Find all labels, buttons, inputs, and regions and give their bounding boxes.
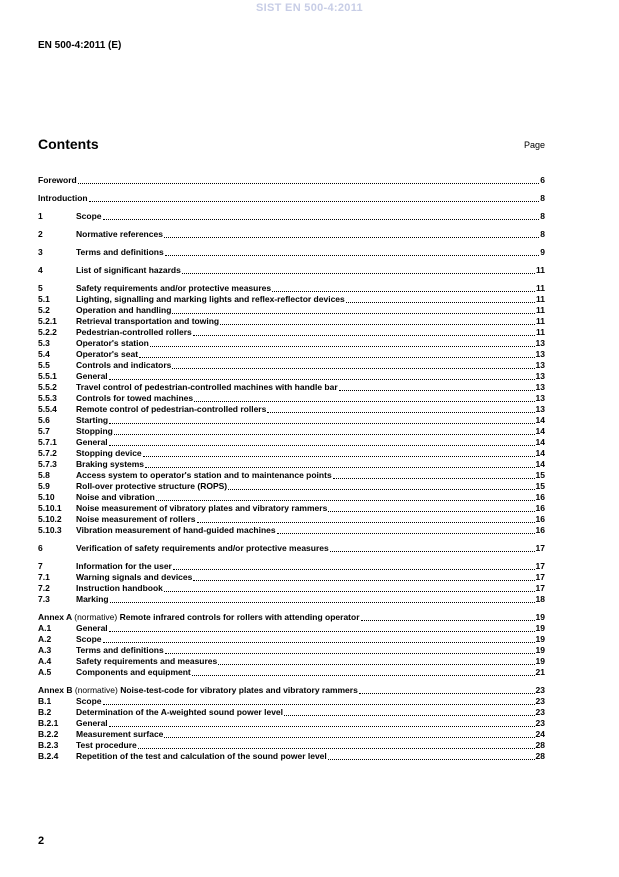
toc-entry-title — [38, 193, 88, 204]
toc-entry[interactable] — [38, 437, 545, 448]
toc-entry-number: 5.10.1 — [38, 503, 62, 513]
toc-entry-title — [76, 634, 102, 645]
toc-entry-page: 19 — [535, 623, 545, 633]
toc-entry[interactable] — [38, 294, 545, 305]
toc-entry[interactable] — [38, 459, 545, 470]
toc-entry-page: 11 — [536, 265, 545, 275]
toc-entry-title — [76, 404, 266, 415]
toc-entry[interactable] — [38, 543, 545, 554]
toc-entry-title-text: General — [76, 718, 108, 728]
toc-entry-title — [76, 572, 192, 583]
toc-entry-number: 5.7 — [38, 426, 50, 436]
toc-entry-title — [76, 656, 217, 667]
dot-leader — [193, 580, 534, 581]
toc-entry-page: 24 — [535, 729, 545, 739]
dot-leader — [194, 401, 534, 402]
watermark: SIST EN 500-4:2011 — [256, 2, 363, 14]
toc-entry-annex-title: Remote infrared controls for rollers with attending operator — [119, 612, 360, 622]
toc-entry-number: 3 — [38, 247, 43, 257]
toc-entry-page: 21 — [535, 667, 545, 677]
toc-entry-page: 17 — [535, 583, 545, 593]
toc-entry-title — [76, 247, 164, 258]
toc-entry-title — [76, 503, 327, 514]
toc-entry-title-text: Warning signals and devices — [76, 572, 193, 582]
toc-entry[interactable] — [38, 707, 545, 718]
toc-entry-number: A.3 — [38, 645, 52, 655]
toc-entry-title — [76, 583, 163, 594]
toc-entry[interactable] — [38, 685, 545, 696]
toc-entry-title — [76, 667, 191, 678]
toc-entry-page: 13 — [535, 393, 545, 403]
toc-entry-title-text: Stopping device — [76, 448, 142, 458]
toc-entry[interactable] — [38, 327, 545, 338]
toc-entry-title — [76, 349, 138, 360]
toc-entry-number: 5.10.3 — [38, 525, 62, 535]
dot-leader — [109, 445, 535, 446]
toc-entry-title-text: Safety requirements and measures — [76, 656, 218, 666]
toc-entry-title — [76, 459, 144, 470]
toc-entry[interactable] — [38, 645, 545, 656]
toc-entry-title — [76, 265, 181, 276]
page-number: 2 — [38, 835, 45, 847]
dot-leader — [346, 302, 535, 303]
toc-entry-title — [76, 415, 108, 426]
toc-entry-title-text: Noise measurement of vibratory plates and vibratory rammers — [76, 503, 328, 513]
toc-entry-page: 13 — [535, 338, 545, 348]
toc-entry-page: 14 — [535, 448, 545, 458]
toc-entry-title — [76, 327, 192, 338]
toc-entry[interactable] — [38, 229, 545, 240]
toc-entry-number: 5.5.3 — [38, 393, 57, 403]
toc-entry-title — [76, 305, 171, 316]
toc-entry[interactable] — [38, 393, 545, 404]
toc-entry-title-text: Stopping — [76, 426, 113, 436]
toc-entry-number: 5.4 — [38, 349, 50, 359]
toc-entry[interactable] — [38, 211, 545, 222]
toc-entry-page: 28 — [535, 751, 545, 761]
dot-leader — [103, 704, 535, 705]
toc-entry-number: 5.5.2 — [38, 382, 57, 392]
toc-entry-title-text: Scope — [76, 634, 102, 644]
toc-entry[interactable] — [38, 612, 545, 623]
toc-entry-page: 8 — [540, 211, 545, 221]
toc-entry-number: A.2 — [38, 634, 52, 644]
toc-entry-number: A.4 — [38, 656, 52, 666]
toc-entry-title — [76, 437, 108, 448]
toc-entry-title-text: Introduction — [38, 193, 88, 203]
toc-entry-page: 19 — [535, 634, 545, 644]
dot-leader — [339, 390, 535, 391]
toc-entry-number: 7 — [38, 561, 43, 571]
dot-leader — [333, 478, 535, 479]
toc-entry[interactable] — [38, 656, 545, 667]
toc-entry-title — [76, 525, 276, 536]
dot-leader — [173, 569, 535, 570]
toc-entry-number: 5.10 — [38, 492, 55, 502]
toc-entry-title-text: Safety requirements and/or protective measures — [76, 283, 272, 293]
toc-entry-page: 19 — [535, 612, 545, 622]
toc-entry-title — [76, 594, 109, 605]
dot-leader — [145, 467, 534, 468]
toc-entry[interactable] — [38, 481, 545, 492]
dot-leader — [165, 255, 540, 256]
toc-entry[interactable] — [38, 729, 545, 740]
toc-entry-page: 13 — [535, 382, 545, 392]
dot-leader — [267, 412, 534, 413]
toc-entry-title-text: Starting — [76, 415, 109, 425]
dot-leader — [103, 219, 540, 220]
dot-leader — [156, 500, 535, 501]
toc-entry-number: 5.7.3 — [38, 459, 57, 469]
toc-entry[interactable] — [38, 265, 545, 276]
toc-entry[interactable] — [38, 751, 545, 762]
toc-entry-title-text: Foreword — [38, 175, 77, 185]
dot-leader — [220, 324, 535, 325]
dot-leader — [330, 551, 535, 552]
dot-leader — [109, 423, 534, 424]
toc-entry-number: 5.5.1 — [38, 371, 57, 381]
toc-entry-title — [76, 543, 329, 554]
toc-entry-page: 11 — [536, 316, 545, 326]
toc-entry-title-text: Terms and definitions — [76, 645, 164, 655]
toc-entry[interactable] — [38, 415, 545, 426]
toc-entry[interactable] — [38, 503, 545, 514]
toc-entry-title — [76, 514, 196, 525]
toc-entry-title — [76, 696, 102, 707]
toc-entry-title — [76, 338, 149, 349]
toc-entry-page: 15 — [535, 470, 545, 480]
toc-entry-title-text: General — [76, 437, 108, 447]
dot-leader — [138, 748, 535, 749]
table-of-contents — [38, 175, 545, 762]
toc-entry-title — [76, 382, 338, 393]
toc-entry[interactable] — [38, 696, 545, 707]
toc-entry-number: 5.1 — [38, 294, 50, 304]
toc-entry[interactable] — [38, 371, 545, 382]
toc-entry-page: 11 — [536, 294, 545, 304]
toc-entry-number: B.2.4 — [38, 751, 59, 761]
toc-entry-page: 16 — [535, 514, 545, 524]
toc-entry-title — [76, 718, 108, 729]
dot-leader — [103, 642, 535, 643]
toc-entry-number: 5.9 — [38, 481, 50, 491]
toc-entry[interactable] — [38, 283, 545, 294]
toc-entry-title-text: Noise measurement of rollers — [76, 514, 196, 524]
toc-entry-title-text: Measurement surface — [76, 729, 164, 739]
toc-entry-title-text: Controls and indicators — [76, 360, 172, 370]
toc-entry-number: B.2.2 — [38, 729, 59, 739]
dot-leader — [272, 291, 535, 292]
dot-leader — [197, 522, 535, 523]
dot-leader — [109, 726, 535, 727]
toc-entry-title-text: General — [76, 623, 108, 633]
toc-entry-title — [76, 229, 163, 240]
toc-entry-page: 19 — [535, 656, 545, 666]
toc-entry-title — [76, 426, 113, 437]
toc-entry-page: 23 — [535, 685, 545, 695]
toc-entry[interactable] — [38, 470, 545, 481]
dot-leader — [114, 434, 535, 435]
toc-entry-title-text: Determination of the A-weighted sound power level — [76, 707, 284, 717]
toc-entry-title-text: Remote control of pedestrian-controlled rollers — [76, 404, 267, 414]
dot-leader — [109, 631, 535, 632]
toc-entry-number: 7.2 — [38, 583, 50, 593]
dot-leader — [182, 273, 535, 274]
page-column-label: Page — [523, 140, 545, 150]
toc-entry-number: 5.2 — [38, 305, 50, 315]
toc-entry-page: 14 — [535, 415, 545, 425]
toc-entry-page: 23 — [535, 707, 545, 717]
contents-heading: Contents — [38, 136, 99, 152]
toc-entry-title-text: Normative references — [76, 229, 163, 239]
toc-entry-title — [38, 612, 360, 623]
dot-leader — [109, 379, 535, 380]
toc-entry-page: 13 — [535, 404, 545, 414]
toc-entry-number: B.2.3 — [38, 740, 59, 750]
toc-entry-number: 2 — [38, 229, 43, 239]
toc-entry[interactable] — [38, 514, 545, 525]
toc-entry-title-text: Retrieval transportation and towing — [76, 316, 220, 326]
toc-entry-number: B.2.1 — [38, 718, 59, 728]
toc-entry[interactable] — [38, 305, 545, 316]
toc-entry-page: 13 — [535, 360, 545, 370]
toc-entry-title-text: Operator's seat — [76, 349, 139, 359]
toc-entry[interactable] — [38, 382, 545, 393]
toc-entry-title — [76, 740, 137, 751]
toc-entry-number: 5.5 — [38, 360, 50, 370]
toc-entry-page: 23 — [535, 718, 545, 728]
dot-leader — [228, 489, 534, 490]
toc-entry-title-text: Repetition of the test and calculation of the sound power level — [76, 751, 327, 761]
toc-entry[interactable] — [38, 718, 545, 729]
dot-leader — [78, 183, 540, 184]
toc-entry-title — [76, 707, 283, 718]
toc-entry-number: 7.3 — [38, 594, 50, 604]
toc-entry[interactable] — [38, 561, 545, 572]
toc-entry-title — [76, 729, 163, 740]
toc-entry-page: 28 — [535, 740, 545, 750]
toc-entry-title-text: Terms and definitions — [76, 247, 164, 257]
toc-entry-title — [76, 371, 108, 382]
dot-leader — [89, 201, 540, 202]
toc-entry-title — [76, 316, 219, 327]
toc-entry-title-text: Braking systems — [76, 459, 145, 469]
toc-entry-number: 6 — [38, 543, 43, 553]
toc-entry[interactable] — [38, 404, 545, 415]
dot-leader — [172, 313, 535, 314]
toc-entry[interactable] — [38, 623, 545, 634]
toc-entry-page: 11 — [536, 327, 545, 337]
dot-leader — [328, 511, 534, 512]
toc-entry[interactable] — [38, 193, 545, 204]
toc-entry-title-text: Scope — [76, 696, 102, 706]
dot-leader — [164, 237, 539, 238]
toc-entry-title — [76, 448, 142, 459]
toc-entry-title-text: Roll-over protective structure (ROPS) — [76, 481, 228, 491]
toc-entry-page: 14 — [535, 426, 545, 436]
dot-leader — [277, 533, 535, 534]
dot-leader — [192, 675, 535, 676]
toc-entry-title — [76, 645, 164, 656]
toc-entry-title-text: Operator's station — [76, 338, 149, 348]
toc-entry-title-text: Test procedure — [76, 740, 137, 750]
toc-entry-title — [76, 751, 327, 762]
toc-entry-number: 5.2.2 — [38, 327, 57, 337]
toc-entry-number: 5.8 — [38, 470, 50, 480]
toc-entry-annex-type: (normative) — [74, 612, 118, 622]
toc-entry-page: 6 — [540, 175, 545, 185]
toc-entry[interactable] — [38, 426, 545, 437]
dot-leader — [164, 737, 534, 738]
toc-entry-title-text: Marking — [76, 594, 109, 604]
toc-entry-title-text: Annex B — [38, 685, 73, 695]
toc-entry-page: 16 — [535, 525, 545, 535]
toc-entry-page: 11 — [536, 305, 545, 315]
toc-entry-page: 13 — [535, 349, 545, 359]
toc-entry[interactable] — [38, 316, 545, 327]
toc-entry-title-text: Components and equipment — [76, 667, 191, 677]
toc-entry[interactable] — [38, 667, 545, 678]
dot-leader — [328, 759, 535, 760]
dot-leader — [361, 620, 535, 621]
toc-entry-page: 8 — [540, 229, 545, 239]
toc-entry-title — [76, 623, 108, 634]
toc-entry-page: 17 — [535, 543, 545, 553]
toc-entry-number: A.1 — [38, 623, 52, 633]
toc-entry-title — [76, 360, 171, 371]
toc-entry-annex-type: (normative) — [74, 685, 118, 695]
toc-entry-title-text: General — [76, 371, 108, 381]
toc-entry-page: 17 — [535, 561, 545, 571]
toc-entry[interactable] — [38, 175, 545, 186]
toc-entry-number: 5.6 — [38, 415, 50, 425]
toc-entry-page: 18 — [535, 594, 545, 604]
toc-entry[interactable] — [38, 740, 545, 751]
toc-entry-page: 16 — [535, 492, 545, 502]
toc-entry-title-text: Annex A — [38, 612, 72, 622]
toc-entry-number: 5.3 — [38, 338, 50, 348]
toc-entry-page: 13 — [535, 371, 545, 381]
toc-entry-number: 7.1 — [38, 572, 50, 582]
toc-entry[interactable] — [38, 492, 545, 503]
toc-entry-title-text: Verification of safety requirements and/or protective measures — [76, 543, 329, 553]
toc-entry[interactable] — [38, 525, 545, 536]
toc-entry-title-text: Travel control of pedestrian-controlled machines with handle bar — [76, 382, 338, 392]
toc-entry-title — [76, 561, 172, 572]
toc-entry-page: 17 — [535, 572, 545, 582]
toc-entry-title-text: List of significant hazards — [76, 265, 181, 275]
toc-entry-annex-title: Noise-test-code for vibratory plates and vibratory rammers — [120, 685, 358, 695]
toc-entry-title-text: Scope — [76, 211, 102, 221]
dot-leader — [143, 456, 535, 457]
toc-entry-title — [76, 283, 271, 294]
toc-entry-number: 5.5.4 — [38, 404, 57, 414]
toc-entry-number: B.2 — [38, 707, 52, 717]
toc-entry-title — [76, 492, 155, 503]
toc-entry-title — [76, 481, 227, 492]
dot-leader — [359, 693, 535, 694]
toc-entry-title-text: Operation and handling — [76, 305, 172, 315]
toc-entry-page: 14 — [535, 437, 545, 447]
toc-entry-page: 9 — [540, 247, 545, 257]
toc-entry-title-text: Controls for towed machines — [76, 393, 194, 403]
dot-leader — [150, 346, 535, 347]
toc-entry[interactable] — [38, 349, 545, 360]
toc-entry-page: 15 — [535, 481, 545, 491]
dot-leader — [139, 357, 535, 358]
toc-entry-page: 16 — [535, 503, 545, 513]
toc-entry-title — [76, 393, 193, 404]
dot-leader — [193, 335, 535, 336]
toc-entry-title-text: Vibration measurement of hand-guided machines — [76, 525, 276, 535]
toc-entry[interactable] — [38, 247, 545, 258]
toc-entry-title — [76, 294, 345, 305]
toc-entry-title-text: Noise and vibration — [76, 492, 155, 502]
dot-leader — [110, 602, 535, 603]
toc-entry-number: 5.10.2 — [38, 514, 62, 524]
dot-leader — [164, 591, 535, 592]
toc-entry[interactable] — [38, 583, 545, 594]
dot-leader — [165, 653, 535, 654]
toc-entry-title — [38, 685, 358, 696]
toc-entry-title-text: Instruction handbook — [76, 583, 163, 593]
toc-entry[interactable] — [38, 572, 545, 583]
toc-entry-title — [38, 175, 77, 186]
toc-entry-number: 5.2.1 — [38, 316, 57, 326]
toc-entry-number: A.5 — [38, 667, 52, 677]
toc-entry-page: 11 — [536, 283, 545, 293]
toc-entry-number: 4 — [38, 265, 43, 275]
toc-entry[interactable] — [38, 360, 545, 371]
toc-entry-page: 23 — [535, 696, 545, 706]
document-id: EN 500-4:2011 (E) — [38, 40, 122, 51]
toc-entry[interactable] — [38, 448, 545, 459]
toc-entry-number: 5.7.1 — [38, 437, 57, 447]
toc-entry-title — [76, 470, 332, 481]
toc-entry-number: 1 — [38, 211, 43, 221]
toc-entry-title-text: Access system to operator's station and to maintenance points — [76, 470, 332, 480]
toc-entry-page: 14 — [535, 459, 545, 469]
toc-entry-number: 5.7.2 — [38, 448, 57, 458]
dot-leader — [218, 664, 534, 665]
toc-entry-page: 19 — [535, 645, 545, 655]
toc-entry[interactable] — [38, 634, 545, 645]
toc-entry-page: 8 — [540, 193, 545, 203]
toc-entry-title-text: Information for the user — [76, 561, 172, 571]
toc-entry-number: B.1 — [38, 696, 52, 706]
toc-entry-title-text: Pedestrian-controlled rollers — [76, 327, 192, 337]
dot-leader — [172, 368, 534, 369]
toc-entry[interactable] — [38, 594, 545, 605]
toc-entry-number: 5 — [38, 283, 43, 293]
toc-entry-title-text: Lighting, signalling and marking lights and reflex-reflector devices — [76, 294, 345, 304]
toc-entry-title — [76, 211, 102, 222]
toc-entry[interactable] — [38, 338, 545, 349]
dot-leader — [284, 715, 535, 716]
